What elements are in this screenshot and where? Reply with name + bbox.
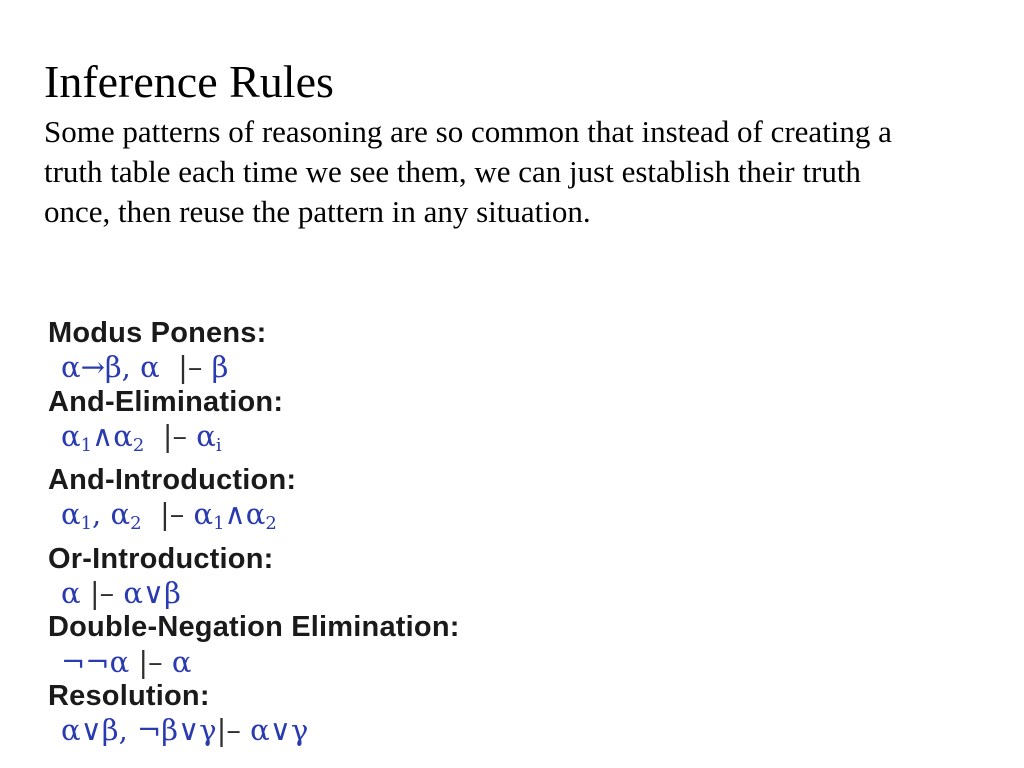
formula-segment: α — [61, 497, 81, 532]
formula-segment: ¬¬α — [61, 644, 139, 679]
formula-segment: α — [110, 497, 131, 532]
formula-segment: α — [196, 418, 216, 453]
formula-segment: β — [211, 350, 229, 385]
formula-subscript: 2 — [130, 513, 142, 535]
formula-segment: α — [171, 644, 192, 679]
turnstile-symbol: |– — [162, 418, 197, 453]
formula-segment: α∨γ — [250, 713, 309, 748]
turnstile-symbol: |– — [89, 576, 124, 611]
rule-formula — [48, 419, 460, 463]
formula-segment: , — [92, 497, 111, 532]
formula-segment: α — [61, 576, 90, 611]
formula-segment: α — [245, 497, 266, 532]
formula-segment: α — [61, 418, 81, 453]
intro-line: once, then reuse the pattern in any situation. — [44, 194, 591, 229]
intro-line: truth table each time we see them, we can just establish their truth — [44, 154, 861, 189]
turnstile-symbol: |– — [216, 713, 251, 748]
formula-subscript: 2 — [265, 513, 277, 535]
turnstile-symbol: |– — [159, 497, 194, 532]
rule-name: Or-Introduction: — [48, 542, 274, 575]
slide-title: Inference Rules — [44, 56, 334, 107]
intro-line: Some patterns of reasoning are so common that instead of creating a — [44, 114, 892, 149]
rule-name: Double-Negation Elimination: — [48, 611, 460, 644]
formula-segment: α∨β — [123, 576, 181, 611]
formula-segment: ∧ — [224, 497, 246, 532]
formula-segment — [142, 497, 160, 531]
formula-segment: α∨β, ¬β∨γ — [61, 713, 217, 748]
formula-subscript: i — [215, 434, 222, 456]
turnstile-symbol: |– — [178, 350, 212, 385]
inference-rules-list — [48, 316, 460, 748]
rule-name: And-Elimination: — [48, 385, 284, 418]
formula-subscript: 1 — [213, 513, 225, 535]
rule-name: Resolution: — [48, 679, 210, 712]
formula-segment: α — [193, 497, 214, 532]
rule-name: Modus Ponens: — [48, 317, 267, 349]
formula-segment: α — [113, 418, 133, 453]
formula-segment: ∧ — [92, 418, 114, 453]
rule-formula — [48, 576, 460, 610]
rule-formula — [48, 645, 460, 679]
intro-paragraph — [44, 112, 892, 232]
rule-formula — [48, 497, 460, 541]
rule-name: And-Introduction: — [48, 464, 297, 497]
formula-subscript: 1 — [80, 513, 93, 535]
formula-segment: α→β, α — [61, 350, 179, 385]
rule-formula — [48, 350, 460, 384]
turnstile-symbol: |– — [138, 644, 172, 679]
rule-formula — [48, 713, 460, 747]
formula-subscript: 2 — [132, 434, 145, 456]
formula-segment — [144, 419, 162, 453]
formula-subscript: 1 — [80, 434, 93, 456]
